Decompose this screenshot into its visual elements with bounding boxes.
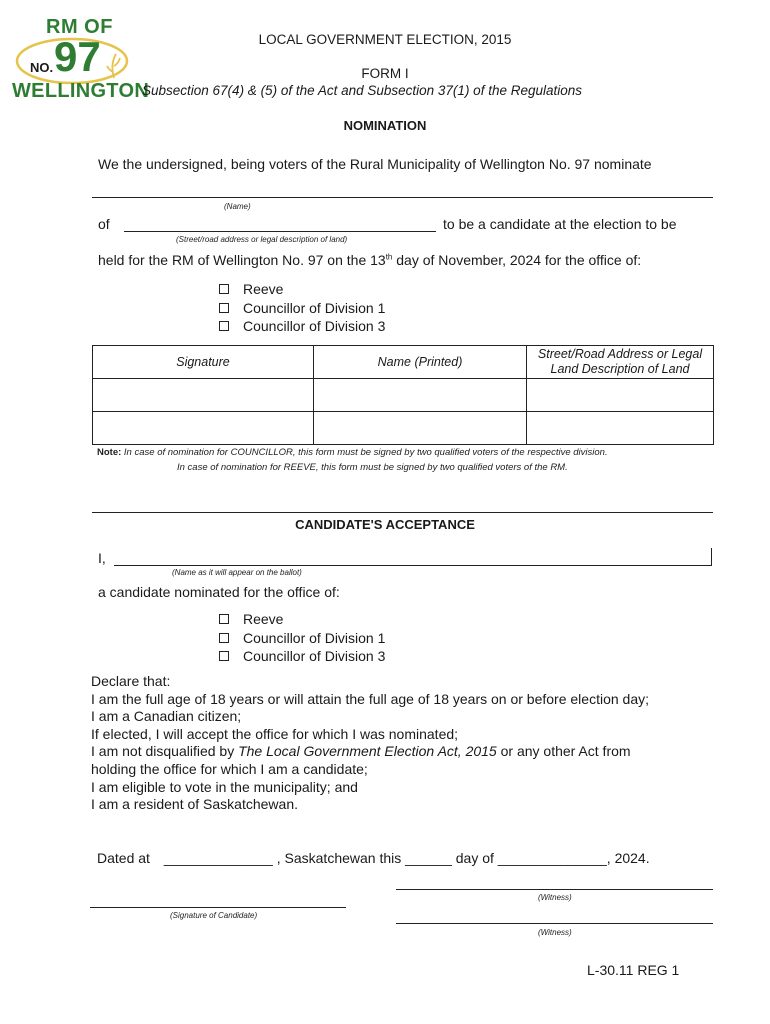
office-label: Reeve [243,611,284,628]
dated-place-blank[interactable]: ______________ [163,850,273,866]
office-option-reeve[interactable] [219,280,385,299]
candidate-signature-caption: (Signature of Candidate) [170,911,258,920]
accept-option-reeve[interactable] [219,610,385,629]
address-cell[interactable] [527,379,714,412]
note-text-1: In case of nomination for COUNCILLOR, this form must be signed by two qualified voters of the respective division. [121,447,608,458]
note-line-1 [97,447,608,458]
nominee-name-line[interactable] [92,197,713,198]
acceptance-office-options [219,610,385,666]
office-label: Reeve [243,281,284,298]
rm-logo [10,14,150,104]
checkbox-icon[interactable] [219,321,229,331]
note-label: Note: [97,447,122,458]
candidate-signature-line[interactable] [90,907,346,908]
disq-prefix: I am not disqualified by [91,743,239,760]
accept-option-councillor-3[interactable] [219,647,385,666]
office-label: Councillor of Division 1 [243,299,386,316]
witness-caption-2: (Witness) [538,928,572,937]
candidate-ballot-name-line[interactable] [114,565,712,566]
office-option-councillor-3[interactable] [219,317,385,336]
col-header-signature: Signature [93,346,314,379]
section-divider [92,512,713,513]
dated-day-blank[interactable]: ______ [405,850,452,866]
office-label: Councillor of Division 1 [243,629,386,646]
dated-label: Dated at [97,850,150,866]
declare-disqualified [91,743,649,761]
col-header-name: Name (Printed) [314,346,527,379]
nominator-signature-table [92,345,714,445]
nomination-intro: We the undersigned, being voters of the Rural Municipality of Wellington No. 97 nominate [98,156,652,172]
disq-suffix: or any other Act from [496,743,631,760]
form-code: L-30.11 REG 1 [587,962,680,978]
office-label: Councillor of Division 3 [243,648,386,665]
to-be-candidate-text: to be a candidate at the election to be [443,216,677,232]
logo-rm-of: RM OF [46,16,113,38]
witness-line-1[interactable] [396,889,713,890]
held-sup: th [385,252,393,262]
logo-no: NO. [30,60,54,75]
checkbox-icon[interactable] [219,614,229,624]
declare-holding: holding the office for which I am a candidate; [91,760,368,777]
form-label: FORM I [361,66,409,81]
logo-wellington: WELLINGTON [12,80,150,102]
held-prefix: held for the RM of Wellington No. 97 on the 13 [98,252,386,268]
dated-day-of: day of [455,850,494,866]
signature-cell[interactable] [93,379,314,412]
election-heading: LOCAL GOVERNMENT ELECTION, 2015 [258,32,512,47]
signature-cell[interactable] [93,412,314,445]
name-cell[interactable] [314,412,527,445]
col-header-address: Street/Road Address or Legal Land Description of Land [527,346,714,379]
declare-age: I am the full age of 18 years or will attain the full age of 18 years on or before election day; [91,690,649,707]
subsection-reference: Subsection 67(4) & (5) of the Act and Subsection 37(1) of the Regulations [142,83,583,98]
table-row [93,379,714,412]
declare-accept: If elected, I will accept the office for which I was nominated; [91,725,459,742]
note-line-2: In case of nomination for REEVE, this form must be signed by two qualified voters of the RM. [177,462,568,473]
logo-number: 97 [54,33,101,80]
declare-resident: I am a resident of Saskatchewan. [91,796,298,813]
table-row [93,412,714,445]
held-suffix: day of November, 2024 for the office of: [392,252,642,268]
held-for-text [98,252,641,268]
nominee-address-line[interactable] [124,231,436,232]
office-label: Councillor of Division 3 [243,318,386,335]
accept-option-councillor-1[interactable] [219,629,385,648]
dated-year: , 2024. [606,850,650,866]
table-header-row [93,346,714,379]
address-caption: (Street/road address or legal description of land) [176,235,348,244]
declare-citizen: I am a Canadian citizen; [91,708,242,725]
dated-line [97,850,650,866]
of-label: of [98,216,110,232]
ballot-line-end-tick [711,548,712,566]
witness-line-2[interactable] [396,923,713,924]
nomination-title: NOMINATION [343,118,427,133]
declare-heading: Declare that: [91,673,171,689]
declare-eligible: I am eligible to vote in the municipality; and [91,778,358,795]
office-option-councillor-1[interactable] [219,299,385,318]
dated-month-blank[interactable]: ______________ [497,850,607,866]
act-name: The Local Government Election Act, 2015 [238,743,497,760]
dated-province: , Saskatchewan this [276,850,402,866]
acceptance-title: CANDIDATE'S ACCEPTANCE [295,517,475,532]
declaration-block [91,673,649,814]
i-label: I, [98,550,106,566]
name-caption: (Name) [224,202,251,211]
checkbox-icon[interactable] [219,303,229,313]
ballot-caption: (Name as it will appear on the ballot) [172,568,302,577]
checkbox-icon[interactable] [219,633,229,643]
checkbox-icon[interactable] [219,284,229,294]
nomination-office-options [219,280,385,336]
nominated-for-text: a candidate nominated for the office of: [98,584,340,600]
name-cell[interactable] [314,379,527,412]
address-cell[interactable] [527,412,714,445]
witness-caption-1: (Witness) [538,893,572,902]
checkbox-icon[interactable] [219,651,229,661]
